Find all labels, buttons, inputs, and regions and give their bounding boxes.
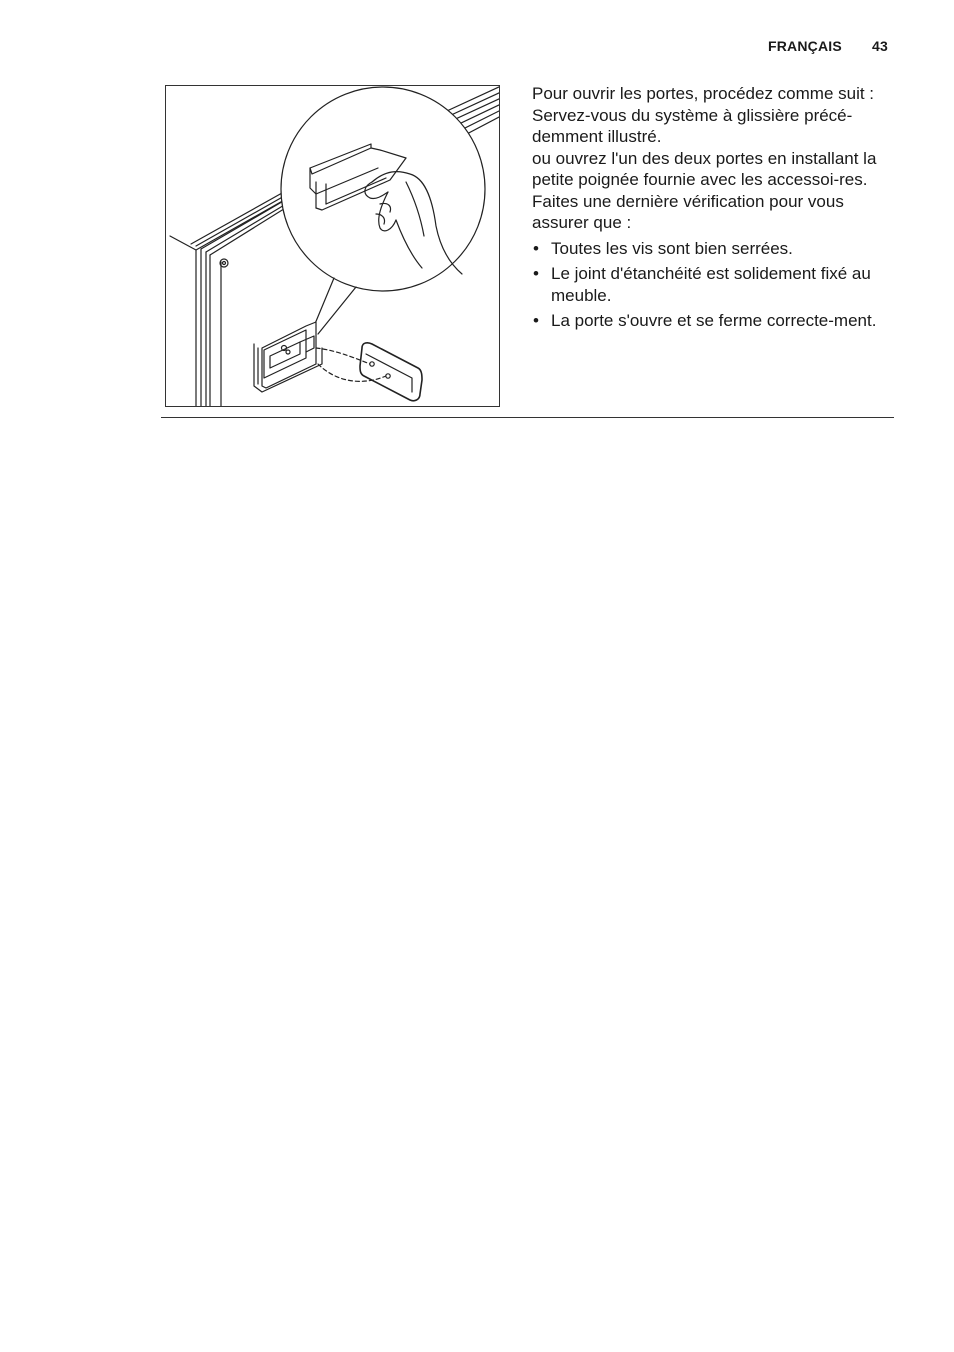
handle-installation-illustration: [165, 85, 500, 407]
section-divider: [161, 417, 894, 418]
zoom-circle: [281, 87, 485, 334]
page-header: [768, 38, 888, 54]
final-checklist: [532, 238, 888, 332]
instruction-slide-system: Servez-vous du système à glissière précé-demment illustré.: [532, 105, 853, 146]
checklist-item: • Le joint d'étanchéité est solidement fixé au meuble.: [532, 263, 888, 306]
page-number: 43: [872, 38, 888, 54]
installation-instructions: [532, 83, 888, 336]
instruction-handle-option: ou ouvrez l'un des deux portes en installant la petite poignée fournie avec les accessoi-res.: [532, 148, 877, 189]
instruction-intro: Pour ouvrir les portes, procédez comme suit :: [532, 84, 875, 103]
checklist-item: • Toutes les vis sont bien serrées.: [532, 238, 888, 260]
language-label: FRANÇAIS: [767, 38, 842, 54]
instruction-final-check: Faites une dernière vérification pour vous assurer que :: [532, 191, 844, 232]
door-handle-assembly: [254, 322, 422, 401]
checklist-item: • La porte s'ouvre et se ferme correcte-ment.: [532, 310, 888, 332]
